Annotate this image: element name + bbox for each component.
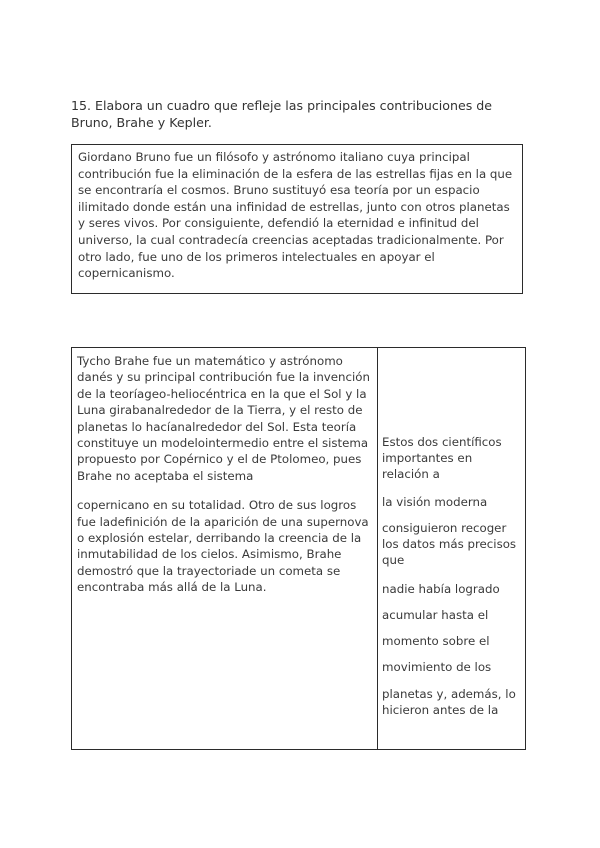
- right-line-1: Estos dos científicos importantes en relación a: [382, 435, 502, 481]
- brahe-left-cell: [72, 348, 378, 749]
- right-line-3: consiguieron recoger los datos más precisos que: [382, 521, 517, 567]
- brahe-paragraph-2: copernicano en su totalidad. Otro de sus logros fue ladefinición de la aparición de una supernova o explosión estelar, derribando la creencia de la inmutabilidad de los cielos. Asimismo, Brahe demostró que la trayectoriade un cometa se encontraba más allá de la Luna.: [77, 498, 369, 595]
- brahe-right-cell: [378, 348, 525, 749]
- brahe-table: [71, 347, 526, 750]
- bruno-contribution-box: Giordano Bruno fue un filósofo y astrónomo italiano cuya principal contribución fue la eliminación de la esfera de las estrellas fijas en la que se encontraría el cosmos. Bruno sustituyó esa teoría por un espacio ilimitado donde están una infinidad de estrellas, junto con otros planetas y seres vivos. Por consiguiente, defendió la eternidad e infinitud del universo, la cual contradecía creencias aceptadas tradicionalmente. Por otro lado, fue uno de los primeros intelectuales en apoyar el copernicanismo.: [71, 144, 523, 294]
- brahe-paragraph-1: Tycho Brahe fue un matemático y astrónomo danés y su principal contribución fue la invención de la teoríageo-heliocéntrica en la que el Sol y la Luna girabanalrededor de la Tierra, y el resto de planetas lo hacíanalrededor del Sol. Esta teoría constituye un modelointermedio entre el sistema propuesto por Copérnico y el de Ptolomeo, pues Brahe no aceptaba el sistema: [77, 354, 370, 483]
- right-line-5: acumular hasta el: [382, 608, 489, 622]
- right-line-7: movimiento de los: [382, 660, 492, 674]
- right-line-8: planetas y, además, lo hicieron antes de la: [382, 687, 516, 717]
- right-line-2: la visión moderna: [382, 495, 488, 509]
- right-line-4: nadie había logrado: [382, 582, 500, 596]
- question-text: 15. Elabora un cuadro que refleje las principales contribuciones de Bruno, Brahe y Kepler.: [71, 98, 493, 130]
- right-line-6: momento sobre el: [382, 634, 490, 648]
